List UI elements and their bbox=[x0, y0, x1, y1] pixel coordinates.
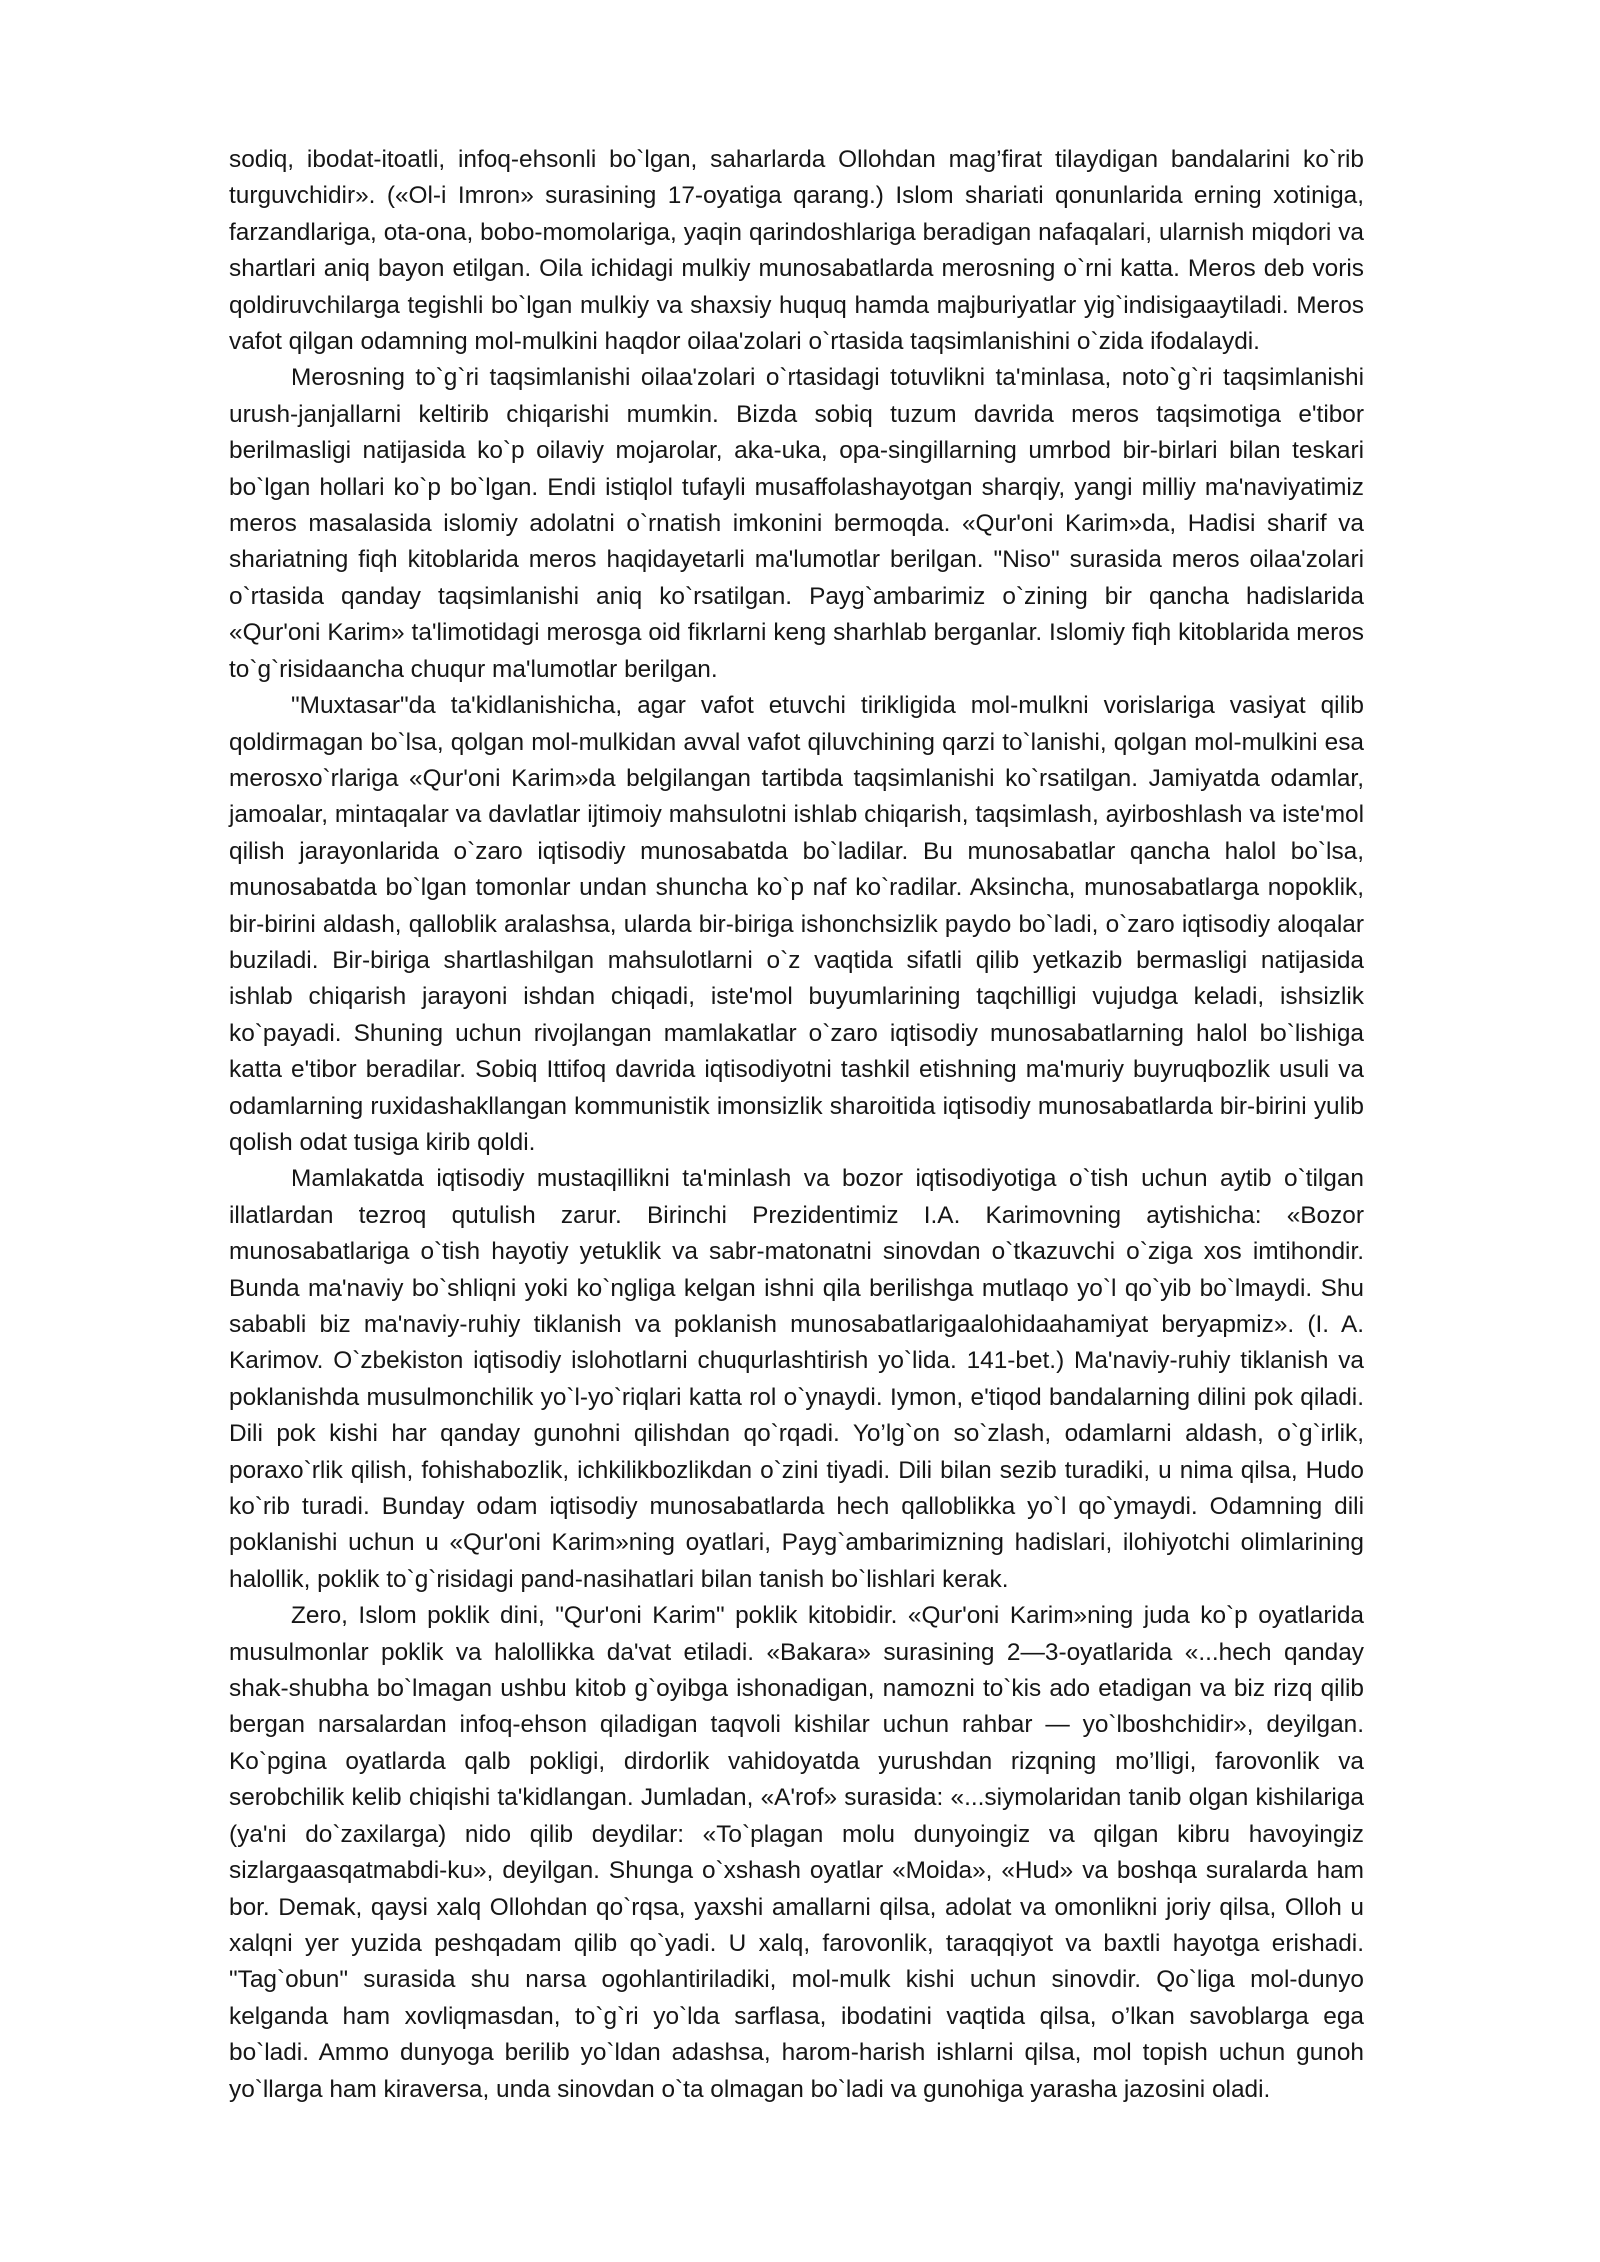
document-page bbox=[229, 142, 1364, 2108]
paragraph-muxtasar: "Muxtasar"da ta'kidlanishicha, agar vafot etuvchi tirikligida mol-mulkni vorislariga vasiyat qilib qoldirmagan bo`lsa, qolgan mol-mulkidan avval vafot qiluvchining qarzi to`lanishi, qolgan mol-mulkini esa merosxo`rlariga «Qur'oni Karim»da belgilangan tartibda taqsimlanishi ko`rsatilgan. Jamiyatda odamlar, jamoalar, mintaqalar va davlatlar ijtimoiy mahsulotni ishlab chiqarish, taqsimlash, ayirboshlash va iste'mol qilish jarayonlarida o`zaro iqtisodiy munosabatda bo`ladilar. Bu munosabatlar qancha halol bo`lsa, munosabatda bo`lgan tomonlar undan shuncha ko`p naf ko`radilar. Aksincha, munosabatlarga nopoklik, bir-birini aldash, qalloblik aralashsa, ularda bir-biriga ishonchsizlik paydo bo`ladi, o`zaro iqtisodiy aloqalar buziladi. Bir-biriga shartlashilgan mahsulotlarni o`z vaqtida sifatli qilib yetkazib bermasligi natijasida ishlab chiqarish jarayoni ishdan chiqadi, iste'mol buyumlarining taqchilligi vujudga keladi, ishsizlik ko`payadi. Shuning uchun rivojlangan mamlakatlar o`zaro iqtisodiy munosabatlarning halol bo`lishiga katta e'tibor beradilar. Sobiq Ittifoq davrida iqtisodiyotni tashkil etishning ma'muriy buyruqbozlik usuli va odamlarning ruxidashakllangan kommunistik imonsizlik sharoitida iqtisodiy munosabatlarda bir-birini yulib qolish odat tusiga kirib qoldi. bbox=[229, 692, 1364, 1156]
paragraph-inheritance-distribution: Merosning to`g`ri taqsimlanishi oilaa'zolari o`rtasidagi totuvlikni ta'minlasa, noto`g`ri taqsimlanishi urush-janjallarni keltirib chiqarishi mumkin. Bizda sobiq tuzum davrida meros taqsimotiga e'tibor berilmasligi natijasida ko`p oilaviy mojarolar, aka-uka, opa-singillarning umrbod bir-birlari bilan teskari bo`lgan hollari ko`p bo`lgan. Endi istiqlol tufayli musaffolashayotgan sharqiy, yangi milliy ma'naviyatimiz meros masalasida islomiy adolatni o`rnatish imkonini bermoqda. «Qur'oni Karim»da, Hadisi sharif va shariatning fiqh kitoblarida meros haqidayetarli ma'lumotlar berilgan. "Niso" surasida meros oilaa'zolari o`rtasida qanday taqsimlanishi aniq ko`rsatilgan. Payg`ambarimiz o`zining bir qancha hadislarida «Qur'oni Karim» ta'limotidagi merosga oid fikrlarni keng sharhlab berganlar. Islomiy fiqh kitoblarida meros to`g`risidaancha chuqur ma'lumotlar berilgan. bbox=[229, 364, 1364, 683]
paragraph-purity: Zero, Islom poklik dini, "Qur'oni Karim" poklik kitobidir. «Qur'oni Karim»ning juda ko`p oyatlarida musulmonlar poklik va halollikka da'vat etiladi. «Bakara» surasining 2—3-oyatlarida «...hech qanday shak-shubha bo`lmagan ushbu kitob g`oyibga ishonadigan, namozni to`kis ado etadigan va biz rizq qilib bergan narsalardan infoq-ehson qiladigan taqvoli kishilar uchun rahbar — yo`lboshchidir», deyilgan. Ko`pgina oyatlarda qalb pokligi, dirdorlik vahidoyatda yurushdan rizqning mo’lligi, farovonlik va serobchilik kelib chiqishi ta'kidlangan. Jumladan, «A'rof» surasida: «...siymolaridan tanib olgan kishilariga (ya'ni do`zaxilarga) nido qilib deydilar: «To`plagan molu dunyoingiz va qilgan kibru havoyingiz sizlargaasqatmabdi-ku», deyilgan. Shunga o`xshash oyatlar «Moida», «Hud» va boshqa suralarda ham bor. Demak, qaysi xalq Ollohdan qo`rqsa, yaxshi amallarni qilsa, adolat va omonlikni joriy qilsa, Olloh u xalqni yer yuzida peshqadam qilib qo`yadi. U xalq, farovonlik, taraqqiyot va baxtli hayotga erishadi. "Tag`obun" surasida shu narsa ogohlantiriladiki, mol-mulk kishi uchun sinovdir. Qo`liga mol-dunyo kelganda ham xovliqmasdan, to`g`ri yo`lda sarflasa, ibodatini vaqtida qilsa, o’lkan savoblarga ega bo`ladi. Ammo dunyoga berilib yo`ldan adashsa, harom-harish ishlarni qilsa, mol topish uchun gunoh yo`llarga ham kiraversa, unda sinovdan o`ta olmagan bo`ladi va gunohiga yarasha jazosini oladi. bbox=[229, 1602, 1364, 2103]
paragraph-continuation: sodiq, ibodat-itoatli, infoq-ehsonli bo`lgan, saharlarda Ollohdan mag’firat tilaydigan bandalarini ko`rib turguvchidir». («Ol-i Imron» surasining 17-oyatiga qarang.) Islom shariati qonunlarida erning xotiniga, farzandlariga, ota-ona, bobo-momolariga, yaqin qarindoshlariga beradigan nafaqalari, ularnish miqdori va shartlari aniq bayon etilgan. Oila ichidagi mulkiy munosabatlarda merosning o`rni katta. Meros deb voris qoldiruvchilarga tegishli bo`lgan mulkiy va shaxsiy huquq hamda majburiyatlar yig`indisigaaytiladi. Meros vafot qilgan odamning mol-mulkini haqdor oilaa'zolari o`rtasida taqsimlanishini o`zida ifodalaydi. bbox=[229, 146, 1364, 356]
paragraph-economic-independence: Mamlakatda iqtisodiy mustaqillikni ta'minlash va bozor iqtisodiyotiga o`tish uchun aytib o`tilgan illatlardan tezroq qutulish zarur. Birinchi Prezidentimiz I.A. Karimovning aytishicha: «Bozor munosabatlariga o`tish hayotiy yetuklik va sabr-matonatni sinovdan o`tkazuvchi o`ziga xos imtihondir. Bunda ma'naviy bo`shliqni yoki ko`ngliga kelgan ishni qila berilishga mutlaqo yo`l qo`yib bo`lmaydi. Shu sababli biz ma'naviy-ruhiy tiklanish va poklanish munosabatlarigaalohidaahamiyat beryapmiz». (I. A. Karimov. O`zbekiston iqtisodiy islohotlarni chuqurlashtirish yo`lida. 141-bet.) Ma'naviy-ruhiy tiklanish va poklanishda musulmonchilik yo`l-yo`riqlari katta rol o`ynaydi. Iymon, e'tiqod bandalarning dilini pok qiladi. Dili pok kishi har qanday gunohni qilishdan qo`rqadi. Yo’lg`on so`zlash, odamlarni aldash, o`g`irlik, poraxo`rlik qilish, fohishabozlik, ichkilikbozlikdan o`zini tiyadi. Dili bilan sezib turadiki, u nima qilsa, Hudo ko`rib turadi. Bunday odam iqtisodiy munosabatlarda hech qalloblikka yo`l qo`ymaydi. Odamning dili poklanishi uchun u «Qur'oni Karim»ning oyatlari, Payg`ambarimizning hadislari, ilohiyotchi olimlarining halollik, poklik to`g`risidagi pand-nasihatlari bilan tanish bo`lishlari kerak. bbox=[229, 1165, 1364, 1593]
